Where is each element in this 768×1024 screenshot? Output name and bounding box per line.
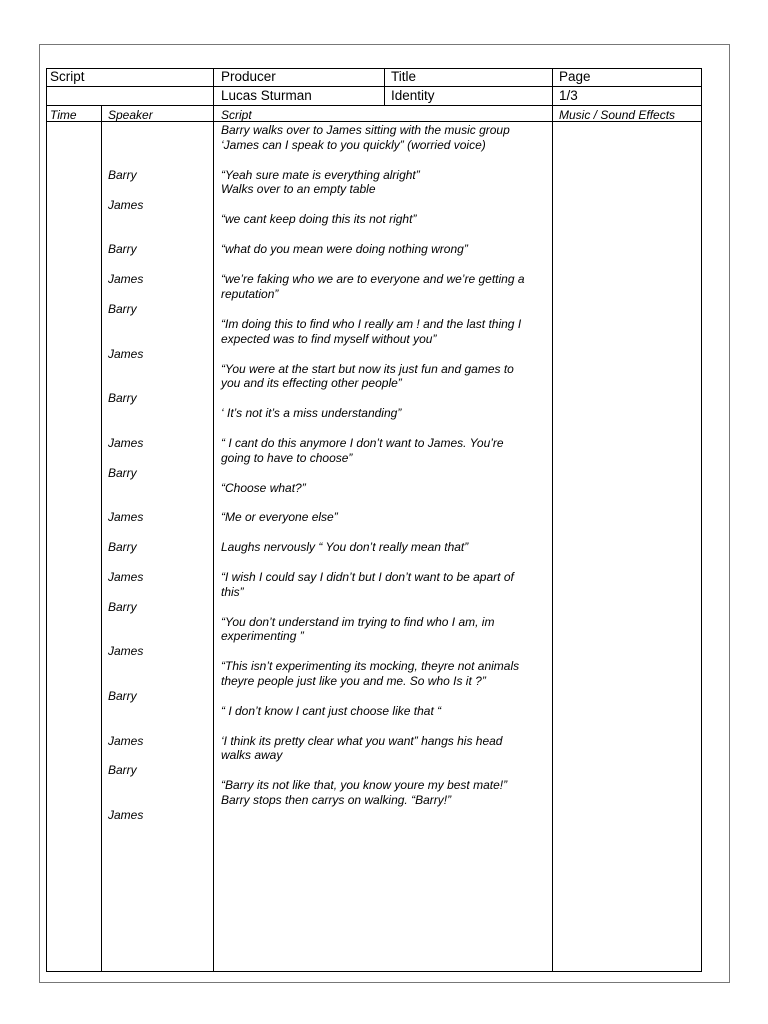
music-column-divider (552, 68, 553, 972)
producer-label: Producer (221, 69, 276, 84)
title-column-divider (384, 68, 385, 106)
speaker-name: Barry (108, 391, 137, 405)
script-line: you and its effecting other people” (221, 376, 402, 390)
speaker-name: James (108, 198, 144, 212)
speaker-name: Barry (108, 540, 137, 554)
speaker-name: Barry (108, 600, 137, 614)
time-column-header: Time (50, 108, 77, 122)
script-line: experimenting ” (221, 629, 304, 643)
script-line: “we’re faking who we are to everyone and we’re getting a (221, 272, 525, 286)
script-line: Barry stops then carrys on walking. “Barry!” (221, 793, 452, 807)
header-row-line-2 (46, 105, 702, 106)
table-bottom-line (46, 971, 702, 972)
script-line: “what do you mean were doing nothing wrong” (221, 242, 468, 256)
speaker-name: James (108, 436, 144, 450)
script-table (46, 68, 702, 972)
script-line: “Choose what?” (221, 481, 306, 495)
speaker-name: James (108, 510, 144, 524)
table-left-line (46, 68, 47, 972)
speaker-name: James (108, 347, 144, 361)
script-line: ‘James can I speak to you quickly” (worried voice) (221, 138, 486, 152)
speaker-name: James (108, 808, 144, 822)
speaker-name: James (108, 272, 144, 286)
script-label: Script (50, 69, 85, 84)
script-line: “we cant keep doing this its not right” (221, 212, 417, 226)
script-line: “ I cant do this anymore I don’t want to James. You’re (221, 436, 504, 450)
script-line: Barry walks over to James sitting with the music group (221, 123, 510, 137)
table-right-line (701, 68, 702, 972)
speaker-column-header: Speaker (108, 108, 153, 122)
script-line: “Me or everyone else” (221, 510, 338, 524)
producer-value: Lucas Sturman (221, 88, 312, 103)
script-line: reputation” (221, 287, 279, 301)
speaker-name: Barry (108, 466, 137, 480)
speaker-name: Barry (108, 302, 137, 316)
page-value: 1/3 (559, 88, 578, 103)
title-label: Title (391, 69, 417, 84)
script-line: ‘ It’s not it’s a miss understanding” (221, 406, 402, 420)
speaker-name: Barry (108, 168, 137, 182)
speaker-name: Barry (108, 689, 137, 703)
script-line: ‘I think its pretty clear what you want” hangs his head (221, 734, 503, 748)
script-line: “Barry its not like that, you know youre my best mate!” (221, 778, 508, 792)
speaker-name: Barry (108, 242, 137, 256)
time-column-divider (101, 105, 102, 972)
script-column-header: Script (221, 108, 252, 122)
script-line: Laughs nervously “ You don’t really mean that” (221, 540, 469, 554)
script-column-divider (213, 68, 214, 972)
script-line: “Yeah sure mate is everything alright” (221, 168, 420, 182)
speaker-name: Barry (108, 763, 137, 777)
page-label: Page (559, 69, 591, 84)
music-column-header: Music / Sound Effects (559, 108, 676, 122)
script-line: walks away (221, 748, 283, 762)
title-value: Identity (391, 88, 435, 103)
script-line: “I wish I could say I didn’t but I don’t want to be apart of (221, 570, 514, 584)
script-line: “This isn’t experimenting its mocking, theyre not animals (221, 659, 520, 673)
speaker-name: James (108, 570, 144, 584)
script-line: “You don’t understand im trying to find who I am, im (221, 615, 495, 629)
script-line: expected was to find myself without you” (221, 332, 437, 346)
speaker-name: James (108, 644, 144, 658)
script-line: theyre people just like you and me. So who Is it ?” (221, 674, 486, 688)
speaker-name: James (108, 734, 144, 748)
script-line: going to have to choose” (221, 451, 353, 465)
script-line: Walks over to an empty table (221, 182, 376, 196)
script-line: “Im doing this to find who I really am ! and the last thing I (221, 317, 522, 331)
script-line: “ I don’t know I cant just choose like that “ (221, 704, 442, 718)
script-line: “You were at the start but now its just fun and games to (221, 362, 514, 376)
header-row-line-1 (46, 86, 702, 87)
script-line: this” (221, 585, 244, 599)
table-top-line (46, 68, 702, 69)
